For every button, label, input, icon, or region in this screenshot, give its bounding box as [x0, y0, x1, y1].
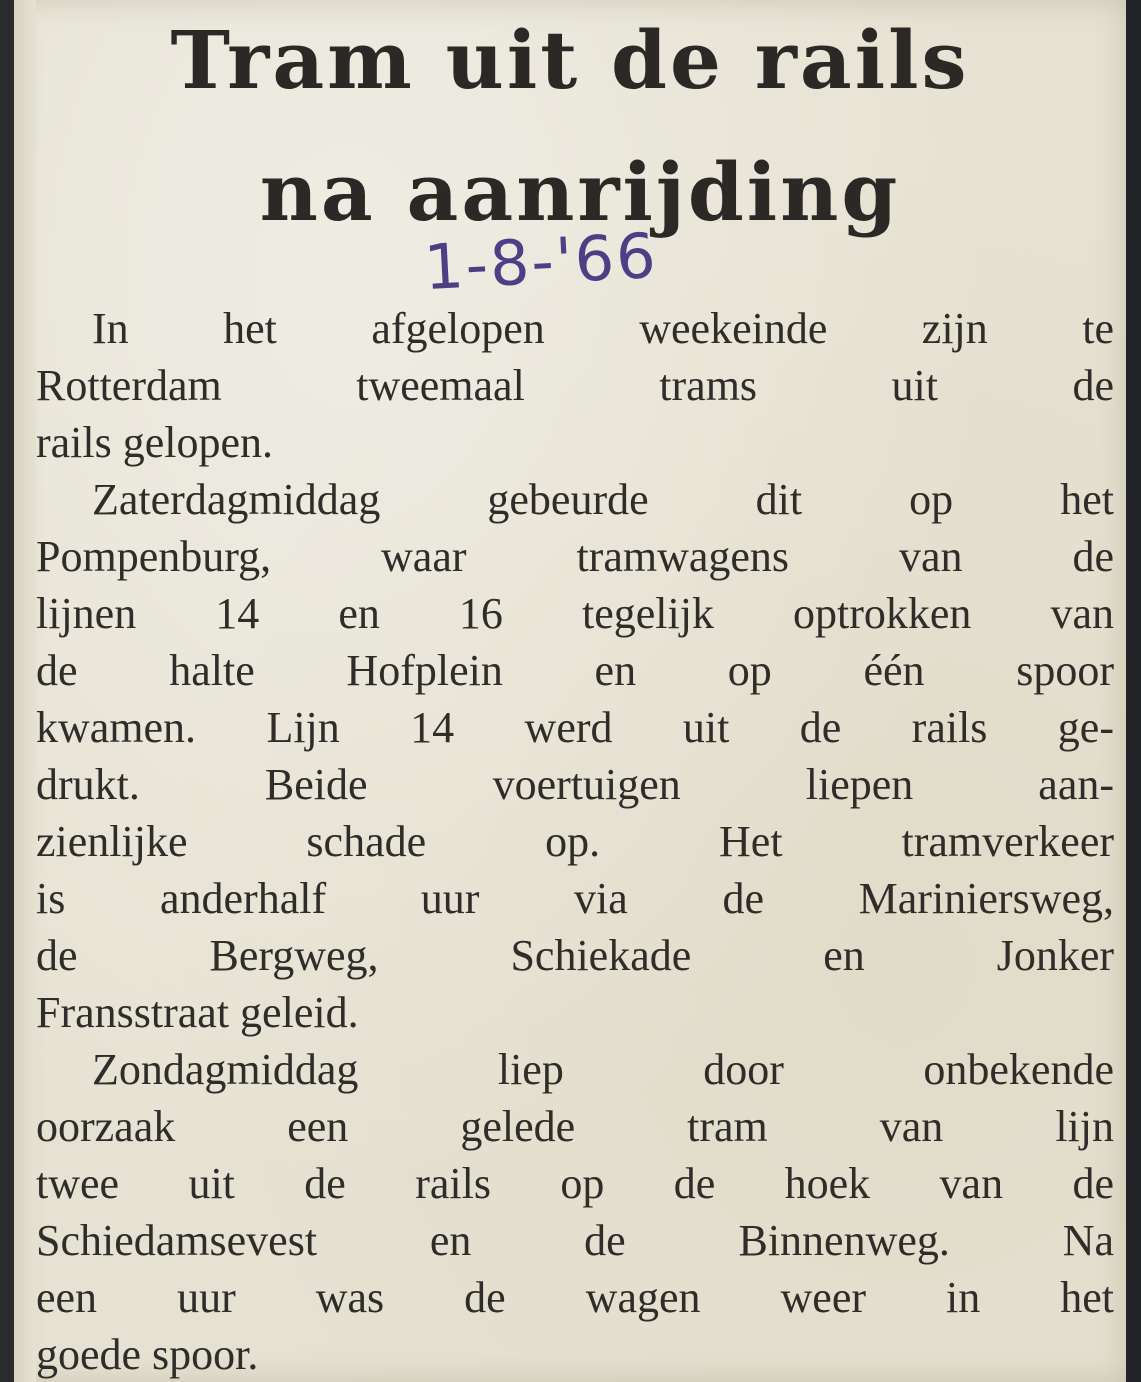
- body-line: de Bergweg, Schiekade en Jonker: [36, 931, 1114, 980]
- body-line: Fransstraat geleid.: [36, 988, 359, 1037]
- body-line: lijnen 14 en 16 tegelijk optrokken van: [36, 589, 1114, 638]
- body-line: goede spoor.: [36, 1330, 259, 1379]
- headline-line-2: na aanrijding: [259, 145, 901, 239]
- body-line: de halte Hofplein en op één spoor: [36, 646, 1114, 695]
- body-line: kwamen. Lijn 14 werd uit de rails ge-: [36, 703, 1114, 752]
- body-line: een uur was de wagen weer in het: [36, 1273, 1114, 1322]
- body-line: Rotterdam tweemaal trams uit de: [36, 361, 1114, 410]
- body-line: rails gelopen.: [36, 418, 274, 467]
- body-line: zienlijke schade op. Het tramverkeer: [36, 817, 1114, 866]
- headline-line-1: Tram uit de rails: [170, 13, 970, 107]
- body-line: Zondagmiddag liep door onbekende: [92, 1045, 1114, 1094]
- body-line: is anderhalf uur via de Mariniersweg,: [36, 874, 1114, 923]
- body-line: drukt. Beide voertuigen liepen aan-: [36, 760, 1114, 809]
- newspaper-clipping: [14, 0, 1126, 1382]
- handwritten-date: 1-8-'66: [422, 218, 660, 305]
- body-line: twee uit de rails op de hoek van de: [36, 1159, 1114, 1208]
- body-line: In het afgelopen weekeinde zijn te: [92, 304, 1114, 353]
- body-line: oorzaak een gelede tram van lijn: [36, 1102, 1114, 1151]
- body-line: Schiedamsevest en de Binnenweg. Na: [36, 1216, 1114, 1265]
- body-line: Pompenburg, waar tramwagens van de: [36, 532, 1114, 581]
- article-body: [36, 300, 1114, 1382]
- body-line: Zaterdagmiddag gebeurde dit op het: [92, 475, 1114, 524]
